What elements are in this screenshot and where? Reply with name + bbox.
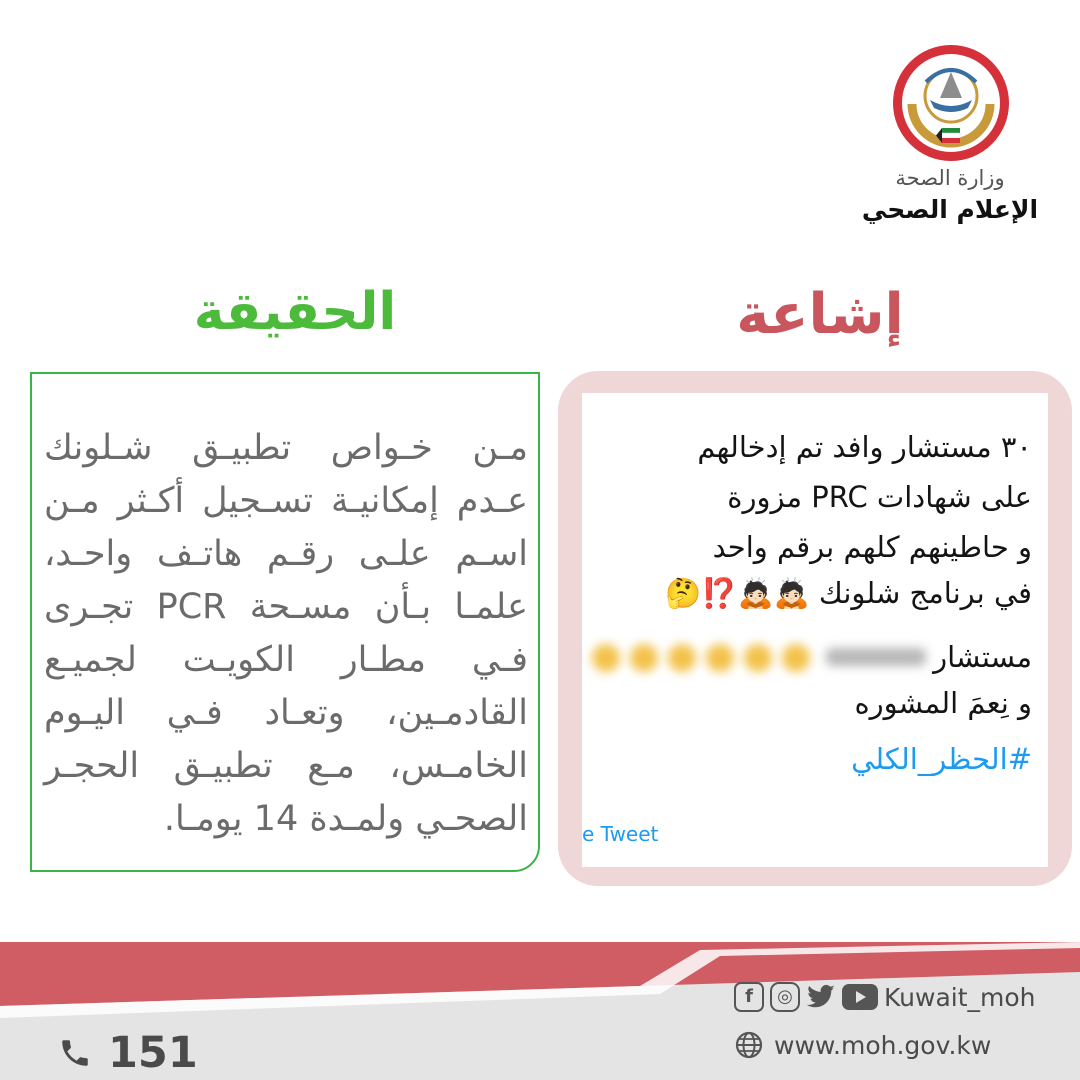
tweet-line: في برنامج شلونك 🙇🏻🙇🏻⁉️🤔	[665, 576, 1032, 610]
hashtag-link[interactable]: #الحظر_الكلي	[851, 742, 1032, 776]
tweet-signature: مستشار	[933, 640, 1032, 674]
tweet-closing: و نِعمَ المشوره	[854, 686, 1032, 720]
social-links	[734, 982, 1036, 1016]
see-tweet-link[interactable]: e Tweet	[582, 822, 659, 846]
hotline-number[interactable]: 151	[108, 1028, 198, 1078]
rumor-heading: إشاعة	[736, 282, 904, 347]
hotline	[58, 1028, 198, 1078]
fact-line: مـن خـواص تطبيـق شـلونك	[44, 428, 528, 468]
youtube-icon[interactable]	[842, 984, 878, 1010]
fact-heading: الحقيقة	[193, 282, 397, 342]
blurred-name	[588, 636, 928, 680]
phone-icon	[58, 1034, 92, 1072]
twitter-icon[interactable]	[806, 984, 836, 1010]
instagram-icon[interactable]: ◎	[770, 982, 800, 1012]
facebook-icon[interactable]: f	[734, 982, 764, 1012]
website-link-row	[734, 1030, 991, 1064]
fact-line: علمـا بـأن مسـحة PCR تجـرى	[44, 587, 528, 627]
website-link[interactable]: www.moh.gov.kw	[774, 1030, 992, 1060]
tweet-line: ٣٠ مستشار وافد تم إدخالهم	[697, 430, 1032, 464]
social-handle[interactable]: Kuwait_moh	[884, 982, 1036, 1012]
fact-line: عـدم إمكانيـة تسـجيل أكـثر مـن	[44, 481, 528, 521]
globe-icon	[734, 1030, 764, 1060]
fact-line: القادمـين، وتعـاد فـي اليـوم	[44, 693, 528, 733]
fact-text	[44, 422, 528, 846]
tweet-card	[582, 393, 1048, 867]
department-name: الإعلام الصحي	[861, 195, 1039, 224]
ministry-emblem-logo	[890, 42, 1012, 164]
fact-line: اسـم علـى رقـم هاتـف واحـد،	[44, 534, 528, 574]
fact-line: الخامـس، مـع تطبيـق الحجـر	[44, 746, 528, 786]
fact-line: الصحـي ولمـدة 14 يومـا.	[163, 799, 528, 839]
ministry-name: وزارة الصحة	[895, 166, 1005, 190]
tweet-line: و حاطينهم كلهم برقم واحد	[712, 530, 1032, 564]
fact-line: فـي مطـار الكويـت لجميـع	[44, 640, 528, 680]
tweet-line: على شهادات PRC مزورة	[727, 480, 1032, 514]
